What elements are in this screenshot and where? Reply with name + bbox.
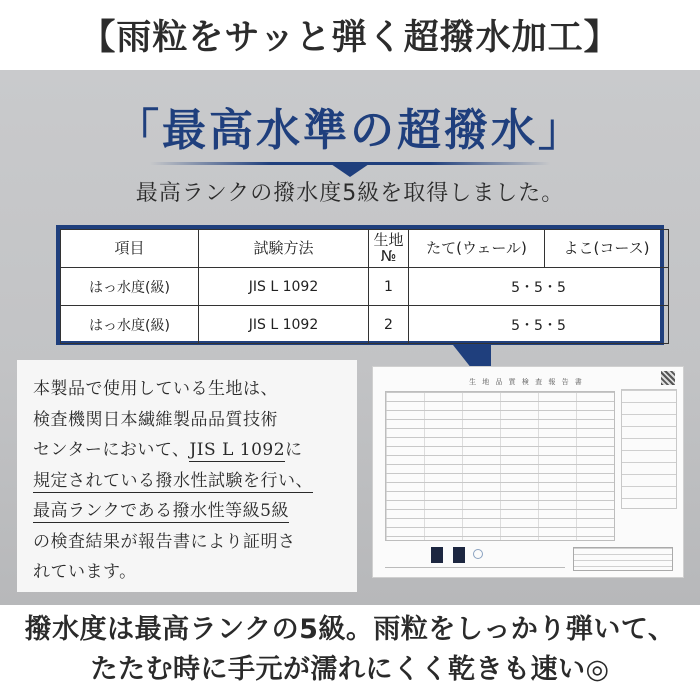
cell-method: JIS L 1092 — [199, 268, 369, 306]
report-footer-line — [385, 567, 565, 568]
bottom-line-2: たたむ時に手元が濡れにくく乾きも速い◎ — [90, 654, 610, 685]
banner-title: 【雨粒をサッと弾く超撥水加工】 — [80, 18, 620, 58]
info-line: 規定されている撥水性試験を行い、 — [33, 470, 313, 491]
cell-no: 1 — [369, 268, 409, 306]
result-table — [56, 225, 664, 345]
info-line: の検査結果が報告書により証明さ — [33, 531, 296, 552]
info-box — [17, 360, 357, 592]
table-row — [61, 306, 669, 344]
water-drop-icon — [473, 549, 483, 559]
header-fabric-no: 生地 № — [369, 230, 409, 268]
info-line: れています。 — [33, 562, 137, 582]
report-title: 生 地 品 質 検 査 報 告 書 — [469, 378, 584, 386]
top-banner — [0, 0, 700, 70]
table-row — [61, 268, 669, 306]
cell-result: 5・5・5 — [409, 306, 669, 344]
jis-standard: JIS L 1092 — [189, 440, 286, 460]
header-warp: たて(ウェール) — [409, 230, 545, 268]
info-line: 検査機関日本繊維製品品質技術 — [33, 409, 278, 430]
header-weft: よこ(コース) — [545, 230, 669, 268]
cell-result: 5・5・5 — [409, 268, 669, 306]
info-line: センターにおいて、JIS L 1092に — [33, 440, 303, 460]
cell-item: はっ水度(級) — [61, 306, 199, 344]
main-area — [0, 70, 700, 605]
info-line: 最高ランクである撥水性等級5級 — [33, 501, 289, 521]
bottom-caption — [0, 610, 700, 690]
headline: 「最高水準の超撥水」 — [115, 105, 585, 156]
qr-code-icon — [661, 371, 675, 385]
subline: 最高ランクの撥水度5級を取得しました。 — [135, 181, 565, 206]
report-document-image — [372, 366, 684, 578]
info-line: 本製品で使用している生地は、 — [33, 379, 278, 399]
table-header-row — [61, 230, 669, 268]
bottom-line-1: 撥水度は最高ランクの5級。雨粒をしっかり弾いて、 — [24, 614, 676, 645]
report-side-info — [621, 389, 677, 509]
header-item: 項目 — [61, 230, 199, 268]
report-stamp-area — [573, 547, 673, 571]
cell-no: 2 — [369, 306, 409, 344]
fabric-swatch — [453, 547, 465, 563]
cell-method: JIS L 1092 — [199, 306, 369, 344]
cell-item: はっ水度(級) — [61, 268, 199, 306]
report-table-lines — [385, 391, 615, 541]
fabric-swatch — [431, 547, 443, 563]
header-method: 試験方法 — [199, 230, 369, 268]
